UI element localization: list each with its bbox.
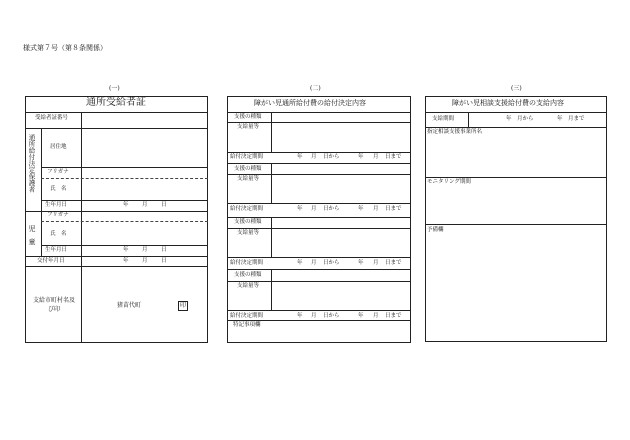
- period-4-to-year: 年: [358, 313, 364, 319]
- issue-date-month: 月: [142, 258, 148, 264]
- section-label-two: (二): [310, 85, 321, 92]
- guardian-label: 通所給付決定保護者: [27, 134, 36, 193]
- period-label-4: 給付決定期間: [230, 313, 264, 319]
- period-4-to-month: 月: [373, 313, 379, 319]
- guardian-dob-label: 生年月日: [45, 202, 68, 208]
- benefit-decision-title: 障がい児通所給付費の給付決定内容: [254, 99, 366, 107]
- child-furigana-label: フリガナ: [47, 212, 69, 218]
- period-2-from-year: 年: [297, 206, 303, 212]
- recipient-number-label: 受給者証番号: [35, 115, 69, 121]
- period-2-from-month: 月: [311, 206, 317, 212]
- period-4-from: 日から: [323, 313, 340, 319]
- support-type-label-4: 支援の種類: [234, 272, 262, 278]
- guardian-name-label: 氏 名: [50, 186, 67, 192]
- support-amount-label-1: 支給量等: [237, 124, 260, 130]
- certificate-title: 通所受給者証: [86, 97, 146, 108]
- notes-label: 特記事項欄: [233, 322, 261, 328]
- period-1-to-month: 月: [373, 154, 379, 160]
- period-3-from-month: 月: [311, 260, 317, 266]
- period-3-to-year: 年: [358, 260, 364, 266]
- form-number: 様式第７号（第８条関係）: [23, 44, 107, 52]
- child-label: 児童: [28, 225, 36, 251]
- child-dob-month: 月: [142, 247, 148, 253]
- period-3-to: 日まで: [385, 260, 402, 266]
- section-label-one: (一): [109, 85, 120, 92]
- reserve-label: 予備欄: [427, 227, 444, 233]
- period-1-to-year: 年: [358, 154, 364, 160]
- period-label-2: 給付決定期間: [230, 206, 264, 212]
- issue-date-year: 年: [123, 258, 129, 264]
- period-3-from-year: 年: [297, 260, 303, 266]
- consultation-support-title: 障がい児相談支援給付費の支給内容: [452, 99, 564, 107]
- period-2-to: 日まで: [385, 206, 402, 212]
- support-amount-label-4: 支給量等: [237, 283, 260, 289]
- section-label-three: (三): [511, 85, 522, 92]
- office-label: 指定相談支援事業所名: [427, 129, 483, 135]
- municipality-label: 支給市町村名及び印: [32, 297, 75, 313]
- period-4-to: 日まで: [385, 313, 402, 319]
- period-3-to-month: 月: [373, 260, 379, 266]
- support-type-label-1: 支援の種類: [234, 114, 262, 120]
- period-2-from: 日から: [323, 206, 340, 212]
- child-dob-year: 年: [123, 247, 129, 253]
- guardian-dob-day: 日: [161, 202, 167, 208]
- monitoring-label: モニタリング期間: [427, 179, 471, 185]
- guardian-dob-year: 年: [123, 202, 129, 208]
- issue-date-day: 日: [161, 258, 167, 264]
- period-2-to-month: 月: [373, 206, 379, 212]
- child-dob-day: 日: [161, 247, 167, 253]
- child-dob-label: 生年月日: [45, 247, 68, 253]
- support-amount-label-3: 支給量等: [237, 230, 260, 236]
- child-name-label: 氏 名: [50, 231, 67, 237]
- period-2-to-year: 年: [358, 206, 364, 212]
- period-1-to: 日まで: [385, 154, 402, 160]
- support-amount-label-2: 支給量等: [237, 176, 260, 182]
- support-type-label-2: 支援の種類: [234, 166, 262, 172]
- period-1-from: 日から: [323, 154, 340, 160]
- support-period-from: 年 月から: [506, 116, 534, 122]
- seal-mark: 印: [180, 302, 187, 309]
- address-label: 居住地: [50, 144, 67, 150]
- guardian-furigana-label: フリガナ: [47, 169, 69, 175]
- period-label-1: 給付決定期間: [230, 154, 264, 160]
- period-4-from-year: 年: [297, 313, 303, 319]
- guardian-dob-month: 月: [142, 202, 148, 208]
- support-type-label-3: 支援の種類: [234, 219, 262, 225]
- issue-date-label: 交付年月日: [37, 258, 65, 264]
- support-period-label: 支給期間: [432, 116, 455, 122]
- period-3-from: 日から: [323, 260, 340, 266]
- period-1-from-year: 年: [297, 154, 303, 160]
- period-4-from-month: 月: [311, 313, 317, 319]
- period-1-from-month: 月: [311, 154, 317, 160]
- support-period-to: 年 月まで: [557, 116, 585, 122]
- municipality-name: 猪苗代町: [117, 302, 142, 309]
- period-label-3: 給付決定期間: [230, 260, 264, 266]
